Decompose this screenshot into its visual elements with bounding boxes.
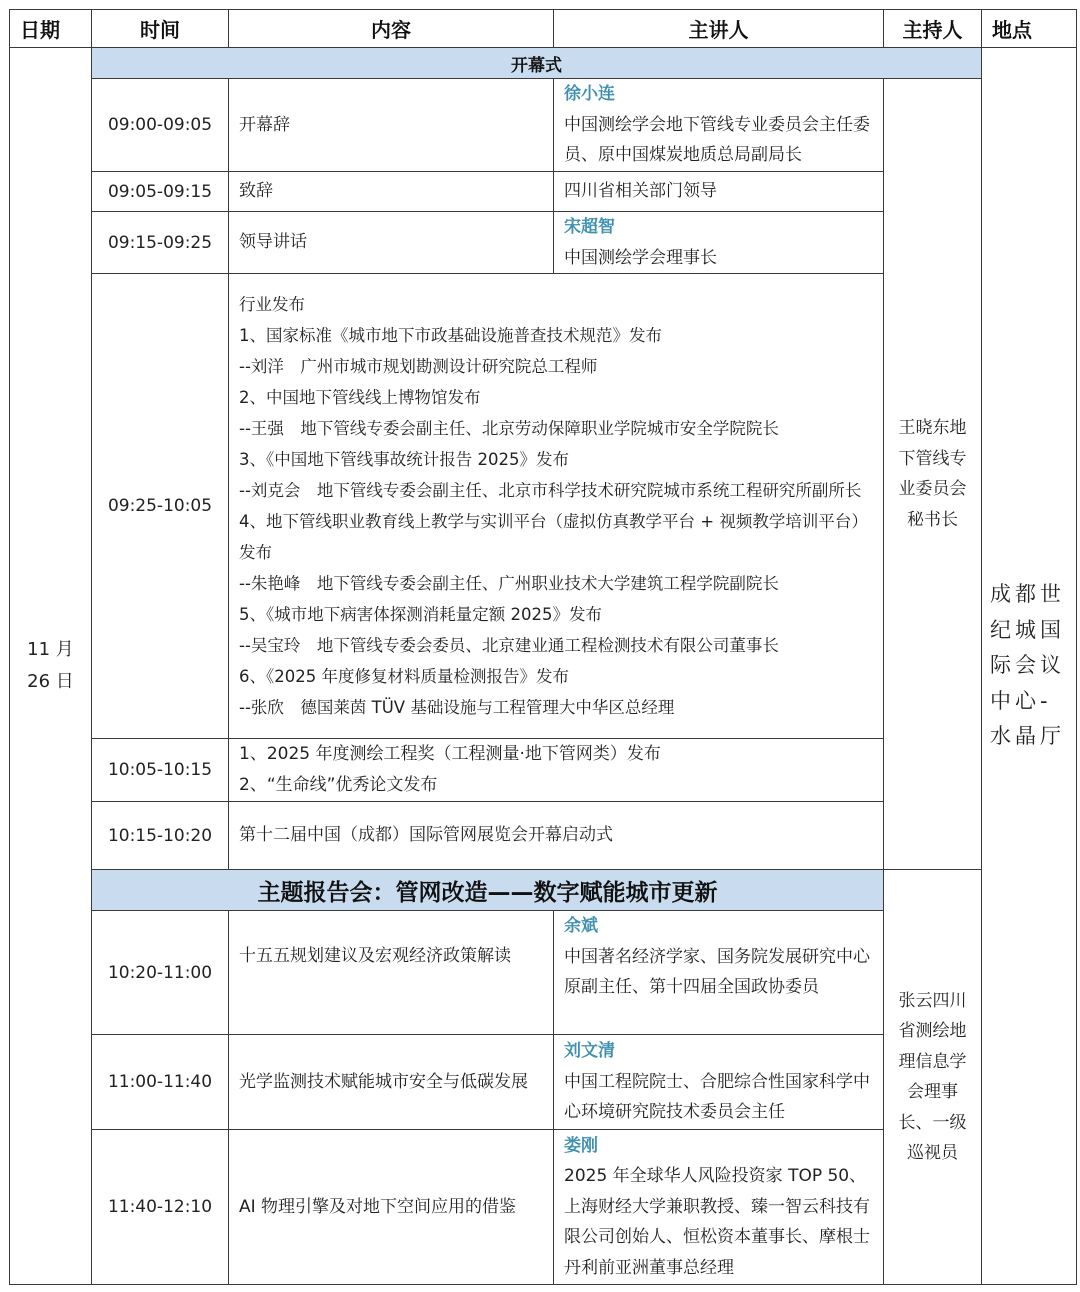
host-cell: 王晓东地下管线专业委员会秘书长 <box>884 79 982 870</box>
speaker-cell <box>554 79 884 172</box>
time-cell: 09:05-09:15 <box>92 172 229 212</box>
content-line: --朱艳峰 地下管线专委会副主任、广州职业技术大学建筑工程学院副院长 <box>239 574 779 593</box>
section-title-keynote: 主题报告会：管网改造——数字赋能城市更新 <box>92 870 884 911</box>
content-line: 3、《中国地下管线事故统计报告 2025》发布 <box>239 450 569 469</box>
time-cell: 11:00-11:40 <box>92 1035 229 1130</box>
time-cell: 10:20-11:00 <box>92 911 229 1035</box>
header-time: 时间 <box>92 10 229 48</box>
time-cell: 09:00-09:05 <box>92 79 229 172</box>
time-cell: 10:05-10:15 <box>92 739 229 802</box>
content-line: --王强 地下管线专委会副主任、北京劳动保障职业学院城市安全学院院长 <box>239 419 779 438</box>
speaker-desc: 中国测绘学会地下管线专业委员会主任委员、原中国煤炭地质总局副局长 <box>564 114 870 166</box>
time-cell: 10:15-10:20 <box>92 802 229 870</box>
section-title-opening: 开幕式 <box>92 48 982 79</box>
host-cell: 张云四川省测绘地理信息学会理事长、一级巡视员 <box>884 870 982 1285</box>
speaker-cell <box>554 1035 884 1130</box>
speaker-cell <box>554 172 884 212</box>
speaker-name: 余斌 <box>564 916 598 936</box>
date-day: 26 日 <box>27 671 74 692</box>
content-line: 6、《2025 年度修复材料质量检测报告》发布 <box>239 667 569 686</box>
speaker-cell <box>554 1130 884 1285</box>
content-cell: AI 物理引擎及对地下空间应用的借鉴 <box>229 1130 554 1285</box>
speaker-name: 徐小连 <box>564 84 615 105</box>
date-month: 11 月 <box>27 639 74 660</box>
content-cell: 致辞 <box>229 172 554 212</box>
speaker-cell <box>554 911 884 1035</box>
header-host: 主持人 <box>884 10 982 48</box>
speaker-desc: 中国测绘学会理事长 <box>564 247 717 268</box>
section-row <box>10 870 1077 911</box>
header-speaker: 主讲人 <box>554 10 884 48</box>
speaker-name: 宋超智 <box>564 217 615 237</box>
content-line: 1、国家标准《城市地下市政基础设施普查技术规范》发布 <box>239 326 662 345</box>
header-content: 内容 <box>229 10 554 48</box>
content-line: --刘洋 广州市城市规划勘测设计研究院总工程师 <box>239 357 598 376</box>
content-cell: 领导讲话 <box>229 212 554 274</box>
speaker-desc: 2025 年全球华人风险投资家 TOP 50、上海财经大学兼职教授、臻一智云科技有限公司创始人、恒松资本董事长、摩根士丹利前亚洲董事总经理 <box>564 1166 870 1278</box>
content-line: 5、《城市地下病害体探测消耗量定额 2025》发布 <box>239 605 602 624</box>
header-venue: 地点 <box>982 10 1077 48</box>
content-line: 行业发布 <box>239 295 305 314</box>
header-date: 日期 <box>10 10 92 48</box>
content-cell <box>229 739 884 802</box>
content-cell: 十五五规划建议及宏观经济政策解读 <box>229 911 554 1035</box>
speaker-desc: 中国工程院院士、合肥综合性国家科学中心环境研究院技术委员会主任 <box>564 1071 870 1123</box>
date-cell <box>10 48 92 1285</box>
content-line: 4、地下管线职业教育线上教学与实训平台（虚拟仿真教学平台 + 视频教学培训平台）发布 <box>239 512 868 562</box>
table-row <box>10 79 1077 172</box>
speaker-name: 刘文清 <box>564 1041 615 1062</box>
content-line: 1、2025 年度测绘工程奖（工程测量·地下管网类）发布 <box>239 744 661 764</box>
time-cell: 09:15-09:25 <box>92 212 229 274</box>
header-row <box>10 10 1077 48</box>
speaker-name: 娄刚 <box>564 1135 598 1156</box>
section-row <box>10 48 1077 79</box>
content-cell: 开幕辞 <box>229 79 554 172</box>
content-line: 2、“生命线”优秀论文发布 <box>239 775 438 795</box>
time-cell: 11:40-12:10 <box>92 1130 229 1285</box>
speaker-desc: 四川省相关部门领导 <box>564 181 717 202</box>
content-line: --刘克会 地下管线专委会副主任、北京市科学技术研究院城市系统工程研究所副所长 <box>239 481 862 500</box>
content-cell <box>229 274 884 739</box>
content-line: --吴宝玲 地下管线专委会委员、北京建业通工程检测技术有限公司董事长 <box>239 636 779 655</box>
speaker-cell <box>554 212 884 274</box>
schedule-table <box>9 9 1077 1285</box>
content-line: 2、中国地下管线线上博物馆发布 <box>239 388 481 407</box>
content-line: --张欣 德国莱茵 TÜV 基础设施与工程管理大中华区总经理 <box>239 698 675 717</box>
content-cell: 光学监测技术赋能城市安全与低碳发展 <box>229 1035 554 1130</box>
venue-cell: 成都世纪城国际会议中心-水晶厅 <box>982 48 1077 1285</box>
speaker-desc: 中国著名经济学家、国务院发展研究中心原副主任、第十四届全国政协委员 <box>564 946 870 997</box>
time-cell: 09:25-10:05 <box>92 274 229 739</box>
content-cell: 第十二届中国（成都）国际管网展览会开幕启动式 <box>229 802 884 870</box>
